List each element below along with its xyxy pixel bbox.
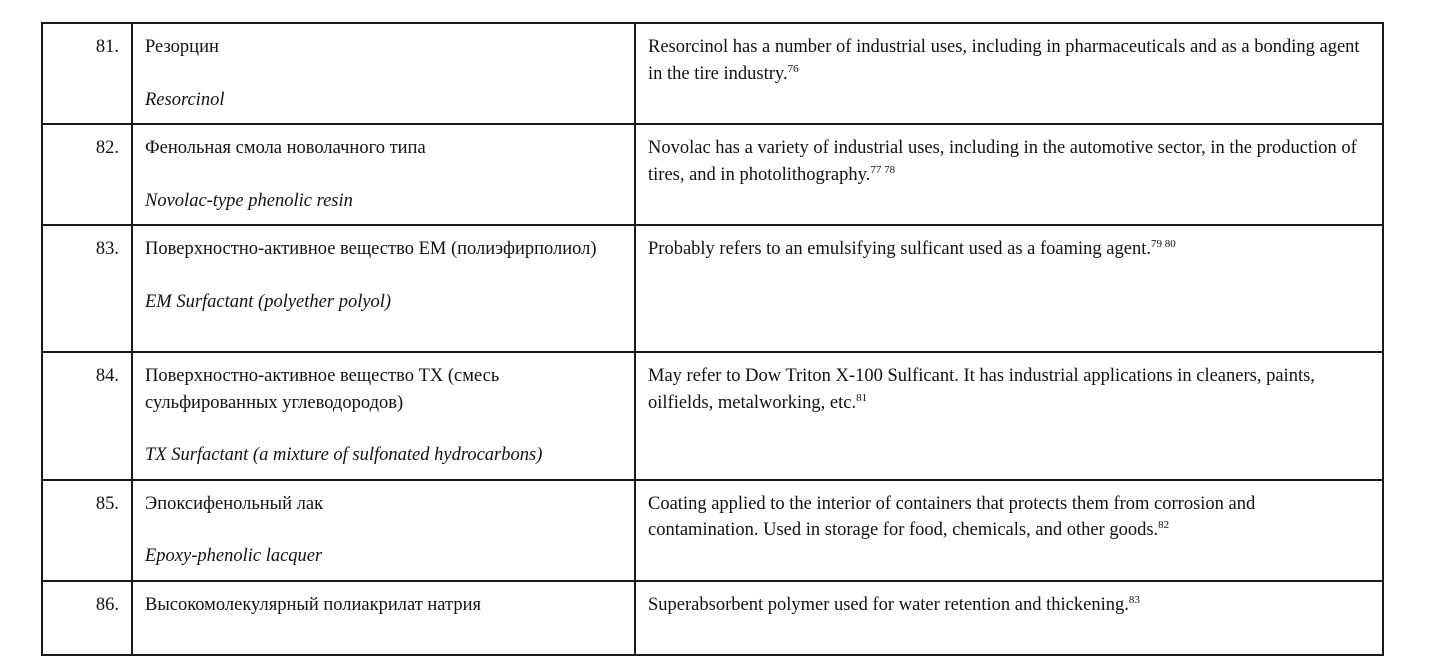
substance-name-cell: [132, 480, 635, 581]
substance-name-ru: Резорцин: [145, 37, 219, 57]
substance-name-en: EM Surfactant (polyether polyol): [145, 291, 392, 312]
row-number: 85.: [42, 480, 132, 581]
substance-name-en: Epoxy-phenolic lacquer: [145, 546, 323, 566]
description-text: May refer to Dow Triton X-100 Sulficant. It has industrial applications in cleaners, paints, oilfields, metalworking, etc.: [648, 366, 1315, 413]
footnote-ref[interactable]: 77 78: [870, 163, 896, 176]
table-row: [42, 480, 1383, 581]
substance-name-ru: Фенольная смола новолачного типа: [145, 138, 426, 158]
row-number: 86.: [42, 581, 132, 655]
description-text: Superabsorbent polymer used for water retention and thickening.: [648, 594, 1129, 615]
table-row: [42, 225, 1383, 352]
substance-name-cell: [132, 352, 635, 480]
footnote-ref[interactable]: 79 80: [1150, 238, 1176, 250]
table-row: [42, 352, 1383, 480]
substance-name-ru: Высокомолекулярный полиакрилат натрия: [145, 594, 482, 615]
description-cell: [635, 124, 1383, 225]
table-row: [42, 23, 1383, 124]
description-text: Coating applied to the interior of containers that protects them from corrosion and contamination. Used in storage for food, chemicals, and other goods.: [648, 493, 1256, 540]
row-number: 81.: [42, 23, 132, 124]
substance-name-en: TX Surfactant (a mixture of sulfonated hydrocarbons): [145, 445, 543, 465]
substance-name-ru: Эпоксифенольный лак: [145, 493, 324, 514]
description-cell: [635, 225, 1383, 352]
description-cell: [635, 581, 1383, 655]
substance-name-en: Resorcinol: [145, 89, 225, 110]
substance-name-ru: Поверхностно-активное вещество ТХ (смесь сульфированных углеводородов): [145, 366, 500, 413]
footnote-ref[interactable]: 83: [1128, 593, 1140, 606]
substance-name-ru: Поверхностно-активное вещество ЕМ (полиэфирполиол): [145, 239, 597, 259]
footnote-ref[interactable]: 76: [787, 62, 799, 75]
substance-name-cell: [132, 225, 635, 352]
description-cell: [635, 352, 1383, 480]
footnote-ref[interactable]: 82: [1158, 519, 1170, 531]
substance-name-en: Novolac-type phenolic resin: [145, 190, 353, 211]
substance-name-cell: [132, 124, 635, 225]
description-cell: [635, 480, 1383, 581]
footnote-ref[interactable]: 81: [856, 391, 868, 404]
description-text: Probably refers to an emulsifying sulficant used as a foaming agent.: [648, 239, 1151, 259]
substances-table: [41, 22, 1384, 656]
table-row: [42, 124, 1383, 225]
description-text: Resorcinol has a number of industrial uses, including in pharmaceuticals and as a bonding agent in the tire industry.: [648, 37, 1360, 84]
description-cell: [635, 23, 1383, 124]
description-text: Novolac has a variety of industrial uses, including in the automotive sector, in the production of tires, and in photolithography.: [648, 138, 1357, 185]
substance-name-cell: [132, 23, 635, 124]
row-number: 84.: [42, 352, 132, 480]
row-number: 83.: [42, 225, 132, 352]
table-row: [42, 581, 1383, 655]
row-number: 82.: [42, 124, 132, 225]
substance-name-cell: [132, 581, 635, 655]
